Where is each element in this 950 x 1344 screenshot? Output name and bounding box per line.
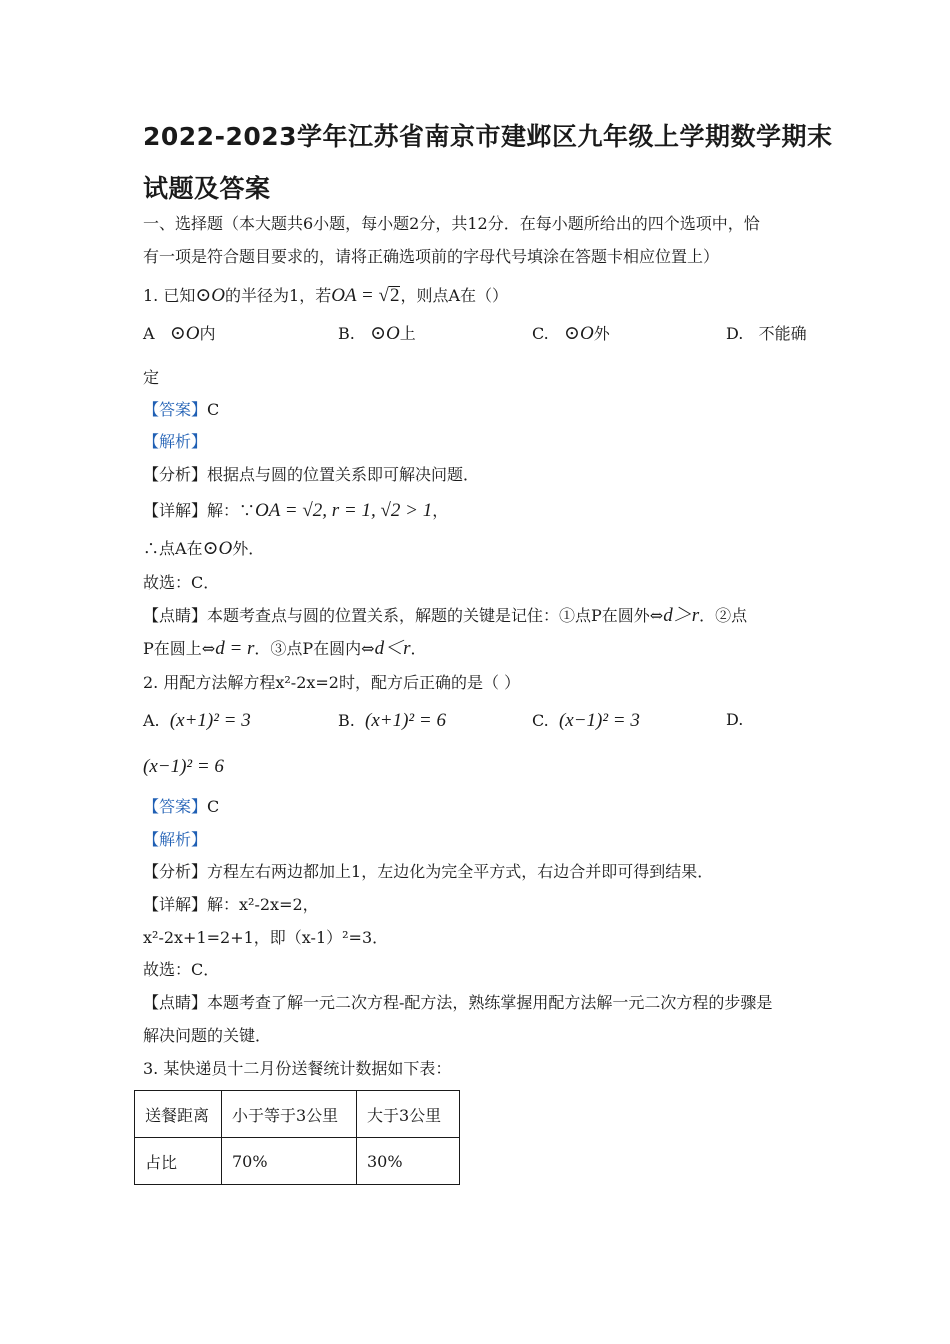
q1-jiexi: 【解析】 (143, 432, 208, 451)
q2-option-c: C. (x−1)² = 3 (532, 710, 640, 731)
q2-stem: 2. 用配方法解方程x²-2x=2时，配方后正确的是（ ） (143, 673, 521, 692)
q2-xiangjie: 【详解】解：x²-2x=2， (143, 895, 319, 914)
q2-option-a: A. (x+1)² = 3 (143, 710, 251, 731)
page-title-cont: 试题及答案 (143, 174, 271, 203)
q2-option-b: B. (x+1)² = 6 (338, 710, 446, 731)
q2-jiexi: 【解析】 (143, 830, 208, 849)
q1-option-d-cont: 定 (143, 368, 160, 387)
section-intro-cont: 有一项是符合题目要求的，请将正确选项前的字母代号填涂在答题卡相应位置上） (143, 247, 720, 266)
q1-dianjing-cont: P在圆上⇔d = r．③点P在圆内⇔d＜r． (143, 638, 427, 659)
page-title: 2022-2023学年江苏省南京市建邺区九年级上学期数学期末 (143, 122, 833, 151)
q3-table (134, 1090, 460, 1185)
q2-guxuan: 故选：C． (143, 960, 220, 979)
q2-step: x²-2x+1=2+1，即（x-1）²=3． (143, 928, 389, 947)
q2-answer: 【答案】C (143, 797, 220, 816)
table-cell: 大于3公里 (357, 1091, 460, 1138)
q2-option-d: (x−1)² = 6 (143, 756, 224, 777)
table-cell: 30% (357, 1138, 460, 1185)
q1-guxuan: 故选：C． (143, 573, 220, 592)
q2-dianjing: 【点睛】本题考查了解一元二次方程-配方法，熟练掌握用配方法解一元二次方程的步骤是 (143, 993, 773, 1012)
q1-option-d: D. 不能确 (726, 324, 807, 343)
q1-xiangjie: 【详解】解：∵OA = √2, r = 1, √2 > 1， (143, 500, 449, 521)
q1-fenxi: 【分析】根据点与圆的位置关系即可解决问题． (143, 465, 480, 484)
q3-stem: 3. 某快递员十二月份送餐统计数据如下表： (143, 1059, 452, 1078)
table-row (135, 1138, 460, 1185)
q1-option-a: A ⊙O内 (143, 323, 216, 344)
q2-dianjing-cont: 解决问题的关键． (143, 1026, 272, 1045)
q1-therefore: ∴点A在⊙O外． (143, 538, 265, 559)
q2-option-d-label: D. (726, 710, 744, 729)
q1-option-b: B. ⊙O上 (338, 323, 416, 344)
table-cell: 70% (222, 1138, 357, 1185)
table-cell: 小于等于3公里 (222, 1091, 357, 1138)
q1-stem: 1. 已知⊙O的半径为1，若OA = √2，则点A在（） (143, 285, 509, 306)
table-cell: 送餐距离 (135, 1091, 222, 1138)
q2-fenxi: 【分析】方程左右两边都加上1，左边化为完全平方式，右边合并即可得到结果． (143, 862, 714, 881)
q1-dianjing: 【点睛】本题考查点与圆的位置关系，解题的关键是记住：①点P在圆外⇔d＞r．②点 (143, 605, 748, 626)
section-intro: 一、选择题（本大题共6小题，每小题2分，共12分．在每小题所给出的四个选项中，恰 (143, 214, 760, 233)
q1-option-c: C. ⊙O外 (532, 323, 610, 344)
table-header-row (135, 1091, 460, 1138)
table-cell: 占比 (135, 1138, 222, 1185)
q1-answer: 【答案】C (143, 400, 220, 419)
